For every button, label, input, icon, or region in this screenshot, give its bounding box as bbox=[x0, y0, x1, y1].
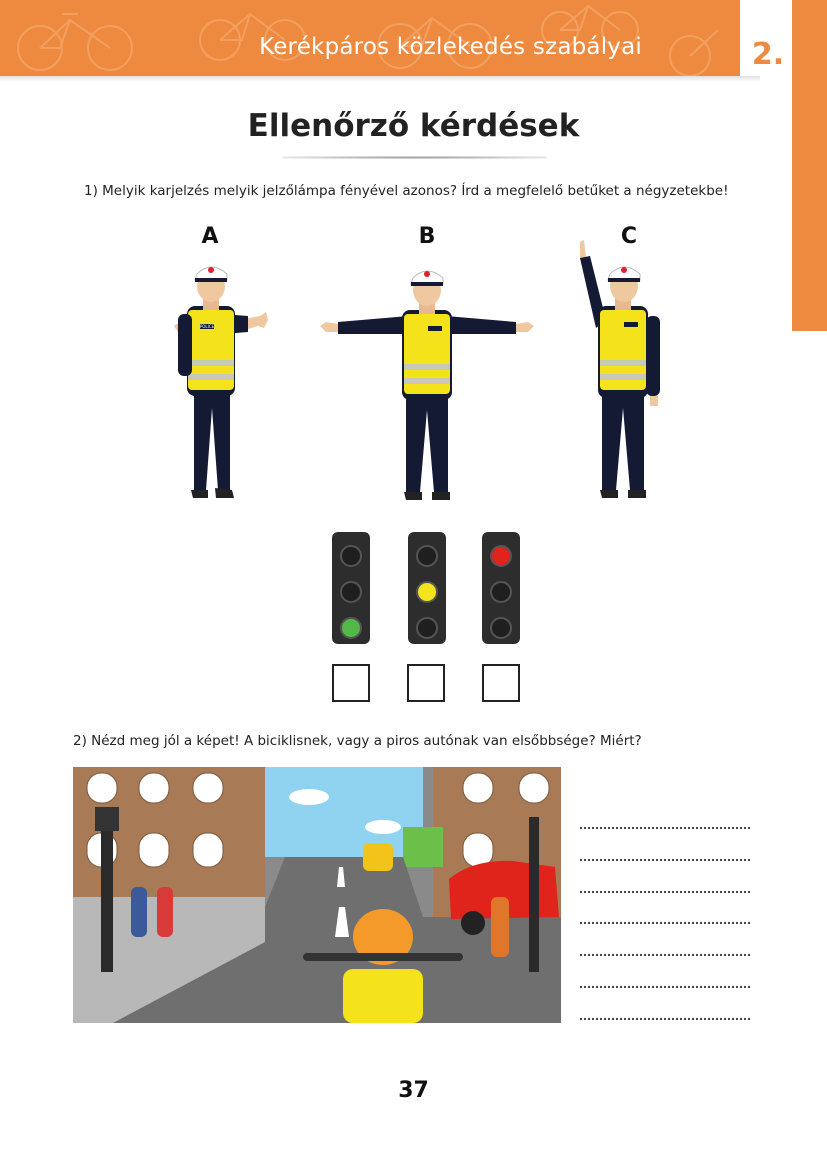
answer-box-yellow[interactable] bbox=[407, 664, 445, 702]
title-divider bbox=[283, 156, 547, 159]
answer-line-2[interactable] bbox=[580, 859, 750, 861]
header-band bbox=[0, 0, 740, 76]
question-2-text: 2) Nézd meg jól a képet! A biciklisnek, vagy a piros autónak van elsőbbsége? Miért? bbox=[73, 733, 642, 749]
page-title: Ellenőrző kérdések bbox=[247, 108, 580, 144]
vest-label: POLICE bbox=[199, 324, 215, 329]
traffic-light-yellow bbox=[406, 530, 448, 646]
header-title: Kerékpáros közlekedés szabályai bbox=[259, 34, 642, 60]
answer-box-red[interactable] bbox=[482, 664, 520, 702]
answer-line-6[interactable] bbox=[580, 986, 750, 988]
chapter-number: 2. bbox=[744, 32, 792, 76]
answer-line-4[interactable] bbox=[580, 922, 750, 924]
police-officer-a bbox=[160, 258, 280, 503]
answer-box-green[interactable] bbox=[332, 664, 370, 702]
figure-letter-c: C bbox=[620, 224, 638, 249]
traffic-light-green bbox=[330, 530, 372, 646]
figure-letter-b: B bbox=[418, 224, 436, 249]
traffic-light-red bbox=[480, 530, 522, 646]
answer-line-5[interactable] bbox=[580, 954, 750, 956]
answer-line-7[interactable] bbox=[580, 1018, 750, 1020]
question-1-text: 1) Melyik karjelzés melyik jelzőlámpa fényével azonos? Írd a megfelelő betűket a négyzetekbe! bbox=[84, 183, 729, 199]
page-number: 37 bbox=[398, 1078, 429, 1103]
figure-letter-a: A bbox=[201, 224, 219, 249]
answer-line-1[interactable] bbox=[580, 827, 750, 829]
police-officer-c bbox=[570, 240, 670, 503]
side-bar bbox=[792, 0, 827, 331]
police-officer-b bbox=[318, 260, 538, 503]
answer-line-3[interactable] bbox=[580, 891, 750, 893]
street-scene-illustration bbox=[73, 767, 561, 1023]
header-shadow bbox=[0, 76, 760, 82]
